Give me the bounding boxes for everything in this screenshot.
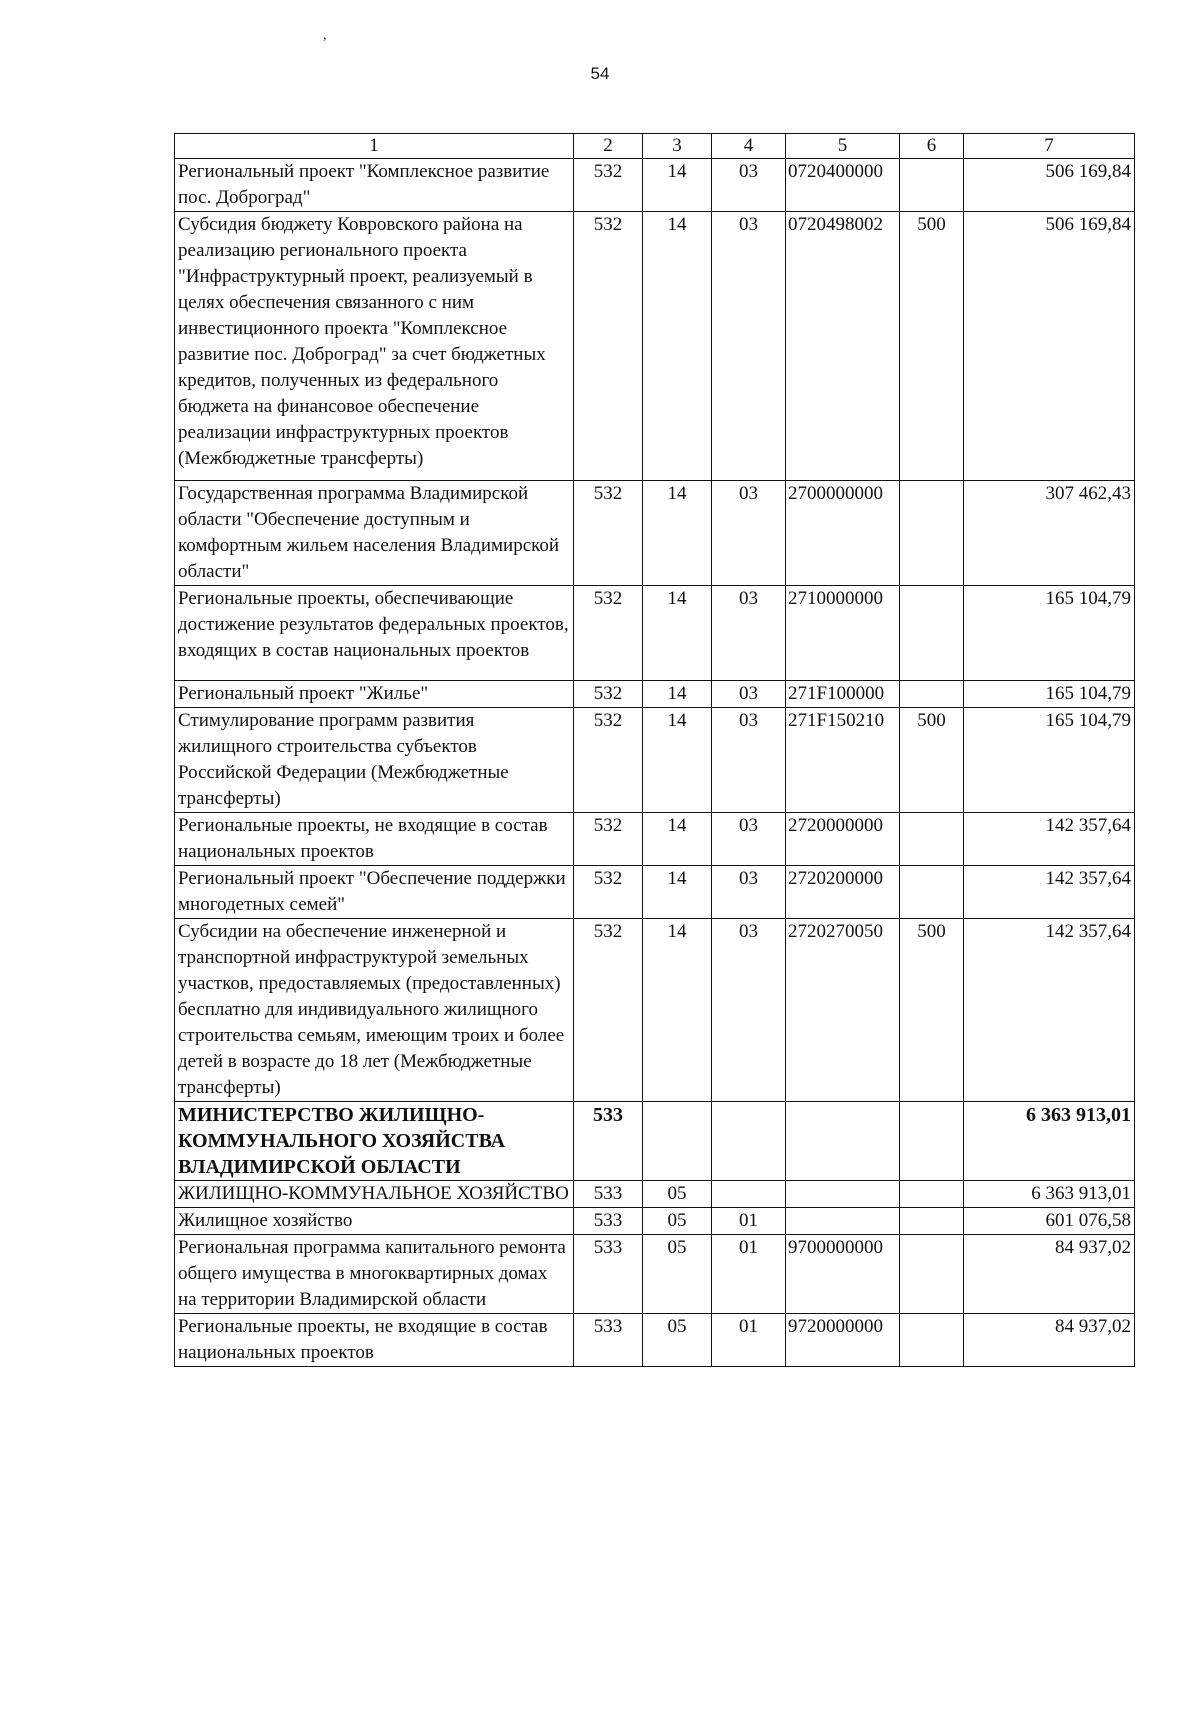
row-code-2: 533 <box>574 1314 643 1367</box>
row-amount: 84 937,02 <box>964 1314 1135 1367</box>
row-name-cell <box>175 586 574 681</box>
row-code-2: 532 <box>574 681 643 708</box>
row-code-5: 9700000000 <box>786 1235 900 1314</box>
row-code-5 <box>786 1208 900 1235</box>
row-code-6: 500 <box>900 919 964 1102</box>
row-code-5: 0720498002 <box>786 212 900 481</box>
row-code-2: 532 <box>574 866 643 919</box>
table-row <box>175 586 1135 681</box>
row-code-6: 500 <box>900 212 964 481</box>
row-amount: 601 076,58 <box>964 1208 1135 1235</box>
row-code-3: 14 <box>643 212 712 481</box>
row-code-4 <box>712 1181 786 1208</box>
row-name: Региональные проекты, не входящие в состав национальных проектов <box>175 1314 574 1367</box>
row-code-4: 03 <box>712 919 786 1102</box>
row-code-5: 2720200000 <box>786 866 900 919</box>
row-amount: 6 363 913,01 <box>964 1102 1135 1181</box>
table-row <box>175 866 1135 919</box>
row-code-6 <box>900 1181 964 1208</box>
row-code-4: 03 <box>712 586 786 681</box>
row-name: Региональные проекты, обеспечивающие достижение результатов федеральных проектов, входящих в состав национальных проектов <box>178 588 569 661</box>
row-code-6 <box>900 1314 964 1367</box>
row-code-5: 271F150210 <box>786 708 900 813</box>
row-name: Региональная программа капитального ремонта общего имущества в многоквартирных домах на территории Владимирской области <box>175 1235 574 1314</box>
row-amount: 142 357,64 <box>964 919 1135 1102</box>
table-row <box>175 1235 1135 1314</box>
table-row <box>175 681 1135 708</box>
row-code-2: 532 <box>574 708 643 813</box>
table-row-ministry <box>175 1102 1135 1181</box>
row-code-2: 532 <box>574 159 643 212</box>
row-amount: 506 169,84 <box>964 159 1135 212</box>
row-code-2: 533 <box>574 1181 643 1208</box>
row-code-6 <box>900 586 964 681</box>
header-cell: 6 <box>900 134 964 159</box>
header-cell: 4 <box>712 134 786 159</box>
row-name-cell <box>175 212 574 481</box>
row-amount: 6 363 913,01 <box>964 1181 1135 1208</box>
row-code-5: 271F100000 <box>786 681 900 708</box>
table-row <box>175 481 1135 586</box>
row-code-3: 14 <box>643 919 712 1102</box>
row-code-3: 14 <box>643 586 712 681</box>
row-code-6 <box>900 481 964 586</box>
row-code-4: 03 <box>712 708 786 813</box>
row-code-4: 01 <box>712 1208 786 1235</box>
row-code-3: 14 <box>643 866 712 919</box>
row-amount: 165 104,79 <box>964 586 1135 681</box>
row-code-4: 03 <box>712 481 786 586</box>
page-number: 54 <box>590 64 610 83</box>
row-amount: 142 357,64 <box>964 866 1135 919</box>
row-code-4: 01 <box>712 1314 786 1367</box>
header-cell: 1 <box>175 134 574 159</box>
row-name: МИНИСТЕРСТВО ЖИЛИЩНО-КОММУНАЛЬНОГО ХОЗЯЙСТВА ВЛАДИМИРСКОЙ ОБЛАСТИ <box>175 1102 574 1181</box>
table-row <box>175 212 1135 481</box>
row-code-5 <box>786 1181 900 1208</box>
row-code-6 <box>900 681 964 708</box>
table-row <box>175 1314 1135 1367</box>
row-amount: 506 169,84 <box>964 212 1135 481</box>
row-code-5 <box>786 1102 900 1181</box>
row-name: Субсидия бюджету Ковровского района на реализацию регионального проекта "Инфраструктурный проект, реализуемый в целях обеспечения связанного с ним инвестиционного проекта "Комплексное развитие пос. Доброград" за счет бюджетных кредитов, полученных из федерального бюджета на финансовое обеспечение реализации инфраструктурных проектов (Межбюджетные трансферты) <box>178 214 546 469</box>
row-code-4: 03 <box>712 159 786 212</box>
row-code-3: 05 <box>643 1235 712 1314</box>
row-amount: 307 462,43 <box>964 481 1135 586</box>
row-amount: 165 104,79 <box>964 681 1135 708</box>
row-code-4: 03 <box>712 681 786 708</box>
row-code-3: 14 <box>643 681 712 708</box>
table-row <box>175 1181 1135 1208</box>
header-cell: 3 <box>643 134 712 159</box>
row-code-2: 532 <box>574 813 643 866</box>
header-row <box>175 134 1135 159</box>
row-code-2: 532 <box>574 212 643 481</box>
row-code-6: 500 <box>900 708 964 813</box>
row-code-6 <box>900 813 964 866</box>
row-name: Региональный проект "Жилье" <box>175 681 574 708</box>
row-name: Жилищное хозяйство <box>175 1208 574 1235</box>
row-code-4: 03 <box>712 813 786 866</box>
row-code-3: 14 <box>643 813 712 866</box>
row-code-6 <box>900 866 964 919</box>
row-code-3: 14 <box>643 159 712 212</box>
row-code-2: 532 <box>574 481 643 586</box>
row-amount: 84 937,02 <box>964 1235 1135 1314</box>
row-name: Региональный проект "Обеспечение поддержки многодетных семей" <box>175 866 574 919</box>
row-code-2: 532 <box>574 586 643 681</box>
stray-mark: , <box>323 28 327 43</box>
row-code-3: 14 <box>643 708 712 813</box>
table-row <box>175 813 1135 866</box>
row-name: Стимулирование программ развития жилищного строительства субъектов Российской Федерации (Межбюджетные трансферты) <box>175 708 574 813</box>
row-code-6 <box>900 159 964 212</box>
row-code-2: 533 <box>574 1102 643 1181</box>
row-code-5: 9720000000 <box>786 1314 900 1367</box>
row-name: Региональный проект "Комплексное развитие пос. Доброград" <box>175 159 574 212</box>
row-name: ЖИЛИЩНО-КОММУНАЛЬНОЕ ХОЗЯЙСТВО <box>175 1181 574 1208</box>
row-code-4 <box>712 1102 786 1181</box>
row-code-3: 14 <box>643 481 712 586</box>
budget-table <box>174 133 1135 1367</box>
row-name: Субсидии на обеспечение инженерной и транспортной инфраструктурой земельных участков, предоставляемых (предоставленных) бесплатно для индивидуального жилищного строительства семьям, имеющим троих и более детей в возрасте до 18 лет (Межбюджетные трансферты) <box>175 919 574 1102</box>
row-code-4: 01 <box>712 1235 786 1314</box>
row-amount: 142 357,64 <box>964 813 1135 866</box>
row-code-4: 03 <box>712 212 786 481</box>
row-code-5: 0720400000 <box>786 159 900 212</box>
table-row <box>175 1208 1135 1235</box>
row-code-2: 533 <box>574 1235 643 1314</box>
header-cell: 5 <box>786 134 900 159</box>
table-row <box>175 708 1135 813</box>
row-code-5: 2700000000 <box>786 481 900 586</box>
row-code-6 <box>900 1235 964 1314</box>
header-cell: 7 <box>964 134 1135 159</box>
row-code-3: 05 <box>643 1208 712 1235</box>
row-code-6 <box>900 1208 964 1235</box>
row-code-6 <box>900 1102 964 1181</box>
row-code-3: 05 <box>643 1314 712 1367</box>
table-row <box>175 159 1135 212</box>
row-name: Региональные проекты, не входящие в состав национальных проектов <box>175 813 574 866</box>
row-code-3: 05 <box>643 1181 712 1208</box>
row-code-3 <box>643 1102 712 1181</box>
row-name: Государственная программа Владимирской области "Обеспечение доступным и комфортным жильем населения Владимирской области" <box>175 481 574 586</box>
row-code-2: 533 <box>574 1208 643 1235</box>
row-code-5: 2710000000 <box>786 586 900 681</box>
header-cell: 2 <box>574 134 643 159</box>
row-code-2: 532 <box>574 919 643 1102</box>
table-row <box>175 919 1135 1102</box>
row-code-5: 2720270050 <box>786 919 900 1102</box>
row-amount: 165 104,79 <box>964 708 1135 813</box>
row-code-4: 03 <box>712 866 786 919</box>
row-code-5: 2720000000 <box>786 813 900 866</box>
